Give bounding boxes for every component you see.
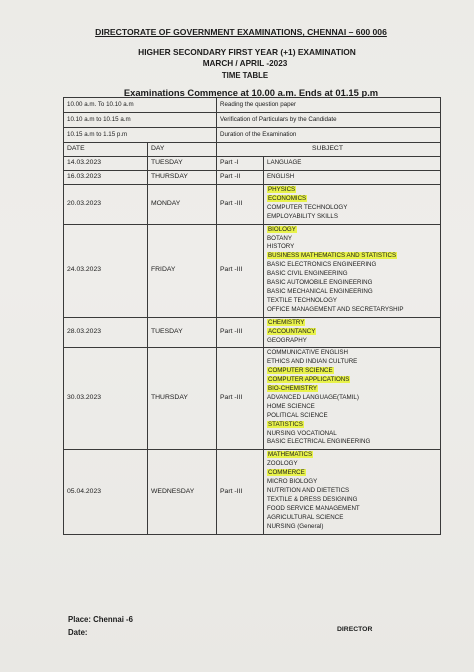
subject-line <box>267 430 437 439</box>
schedule-row <box>64 171 441 185</box>
exam-date: 28.03.2023 <box>64 317 148 348</box>
exam-date: 20.03.2023 <box>64 185 148 225</box>
subject-name: HISTORY <box>267 243 295 251</box>
subject-line <box>267 349 437 358</box>
exam-day: FRIDAY <box>148 224 217 317</box>
schedule-row <box>64 157 441 171</box>
timing-row <box>64 113 441 128</box>
exam-subjects <box>264 224 441 317</box>
column-header-row <box>64 143 441 157</box>
timing-time: 10.00 a.m. To 10.10 a.m <box>64 98 217 113</box>
exam-subjects <box>264 450 441 534</box>
column-header-day: DAY <box>148 143 217 157</box>
subject-line <box>267 186 437 195</box>
time-table-heading: TIME TABLE <box>221 71 269 80</box>
subject-line <box>267 478 437 487</box>
subject-line <box>267 226 437 235</box>
subject-name: CHEMISTRY <box>268 318 305 326</box>
subject-name: EMPLOYABILITY SKILLS <box>267 212 338 220</box>
exam-part: Part -I <box>217 157 264 171</box>
subject-line <box>267 514 437 523</box>
subject-line <box>267 195 437 204</box>
place-label: Place: Chennai -6 <box>68 615 133 624</box>
subject-line <box>267 204 437 213</box>
subject-line <box>267 376 437 385</box>
subject-line <box>267 279 437 288</box>
exam-subjects <box>264 317 441 348</box>
column-header-subject: SUBJECT <box>217 143 441 157</box>
subject-name: BASIC AUTOMOBILE ENGINEERING <box>267 279 373 287</box>
subject-line <box>267 319 437 328</box>
subject-name: FOOD SERVICE MANAGEMENT <box>267 504 360 512</box>
subject-line <box>267 367 437 376</box>
exam-subjects <box>264 171 441 185</box>
subject-name: ENGLISH <box>267 173 295 181</box>
timing-activity: Verification of Particulars by the Candidate <box>217 113 441 128</box>
exam-part: Part -III <box>217 450 264 534</box>
subject-name: GEOGRAPHY <box>267 336 307 344</box>
timing-row <box>64 128 441 143</box>
exam-part: Part -III <box>217 348 264 450</box>
subject-name: COMPUTER APPLICATIONS <box>268 376 350 384</box>
schedule-row <box>64 317 441 348</box>
subject-line <box>267 235 437 244</box>
exam-timing-note: Examinations Commence at 10.00 a.m. Ends at 01.15 p.m <box>123 87 379 98</box>
subject-line <box>267 505 437 514</box>
subject-name: HOME SCIENCE <box>267 402 315 410</box>
subject-line <box>267 328 437 337</box>
exam-day: WEDNESDAY <box>148 450 217 534</box>
subject-name: NURSING VOCATIONAL <box>267 429 337 437</box>
exam-subjects <box>264 348 441 450</box>
subject-line <box>267 438 437 447</box>
subject-line <box>267 261 437 270</box>
subject-name: COMMERCE <box>268 469 305 477</box>
exam-part: Part -III <box>217 224 264 317</box>
exam-subjects <box>264 185 441 225</box>
subject-name: BASIC MECHANICAL ENGINEERING <box>267 287 373 295</box>
subject-line <box>267 337 437 346</box>
exam-subjects <box>264 157 441 171</box>
date-label: Date: <box>68 628 88 637</box>
subject-name: BIO-CHEMISTRY <box>268 385 318 393</box>
subject-name: STATISTICS <box>268 420 303 428</box>
exam-part: Part -II <box>217 171 264 185</box>
exam-day: THURSDAY <box>148 348 217 450</box>
subject-name: BASIC CIVIL ENGINEERING <box>267 270 348 278</box>
column-header-date: DATE <box>64 143 148 157</box>
subject-name: ETHICS AND INDIAN CULTURE <box>267 358 358 366</box>
subject-name: COMMUNICATIVE ENGLISH <box>267 349 349 357</box>
subject-name: COMPUTER SCIENCE <box>268 367 333 375</box>
exam-day: TUESDAY <box>148 317 217 348</box>
subject-name: COMPUTER TECHNOLOGY <box>267 203 348 211</box>
subject-name: OFFICE MANAGEMENT AND SECRETARYSHIP <box>267 305 404 313</box>
subject-line <box>267 159 437 168</box>
subject-line <box>267 306 437 315</box>
exam-session: MARCH / APRIL -2023 <box>202 59 288 68</box>
subject-name: BASIC ELECTRICAL ENGINEERING <box>267 438 371 446</box>
exam-date: 24.03.2023 <box>64 224 148 317</box>
subject-line <box>267 496 437 505</box>
subject-line <box>267 421 437 430</box>
schedule-row <box>64 450 441 534</box>
subject-line <box>267 451 437 460</box>
directorate-title: DIRECTORATE OF GOVERNMENT EXAMINATIONS, CHENNAI – 600 006 <box>95 27 387 37</box>
signatory-label: DIRECTOR <box>337 626 373 633</box>
subject-line <box>267 358 437 367</box>
exam-day: TUESDAY <box>148 157 217 171</box>
timetable <box>63 97 441 535</box>
exam-date: 16.03.2023 <box>64 171 148 185</box>
timing-row <box>64 98 441 113</box>
subject-line <box>267 270 437 279</box>
exam-date: 30.03.2023 <box>64 348 148 450</box>
exam-title: HIGHER SECONDARY FIRST YEAR (+1) EXAMINATION <box>138 47 356 57</box>
subject-name: BOTANY <box>267 234 292 242</box>
timing-time: 10.15 a.m to 1.15 p.m <box>64 128 217 143</box>
subject-line <box>267 288 437 297</box>
timing-activity: Reading the question paper <box>217 98 441 113</box>
subject-line <box>267 252 437 261</box>
subject-line <box>267 523 437 532</box>
subject-line <box>267 173 437 182</box>
subject-line <box>267 412 437 421</box>
exam-day: MONDAY <box>148 185 217 225</box>
exam-date: 14.03.2023 <box>64 157 148 171</box>
subject-name: POLITICAL SCIENCE <box>267 411 328 419</box>
subject-name: BUSINESS MATHEMATICS AND STATISTICS <box>268 252 397 260</box>
subject-name: BIOLOGY <box>268 225 296 233</box>
subject-line <box>267 297 437 306</box>
exam-day: THURSDAY <box>148 171 217 185</box>
subject-name: NURSING (General) <box>267 522 324 530</box>
subject-line <box>267 487 437 496</box>
subject-name: AGRICULTURAL SCIENCE <box>267 513 344 521</box>
subject-name: TEXTILE TECHNOLOGY <box>267 296 338 304</box>
schedule-row <box>64 348 441 450</box>
subject-line <box>267 385 437 394</box>
timetable-body <box>64 98 441 535</box>
subject-line <box>267 403 437 412</box>
subject-line <box>267 213 437 222</box>
subject-name: LANGUAGE <box>267 159 302 167</box>
schedule-row <box>64 185 441 225</box>
subject-name: TEXTILE & DRESS DESIGNING <box>267 495 358 503</box>
subject-name: ECONOMICS <box>268 194 307 202</box>
subject-name: ACCOUNTANCY <box>268 327 316 335</box>
subject-name: PHYSICS <box>268 186 296 193</box>
subject-name: MATHEMATICS <box>268 451 313 459</box>
subject-line <box>267 469 437 478</box>
subject-name: ZOOLOGY <box>267 460 298 468</box>
subject-name: MICRO BIOLOGY <box>267 478 318 486</box>
exam-part: Part -III <box>217 185 264 225</box>
schedule-row <box>64 224 441 317</box>
exam-date: 05.04.2023 <box>64 450 148 534</box>
timing-time: 10.10 a.m to 10.15 a.m <box>64 113 217 128</box>
subject-line <box>267 243 437 252</box>
subject-name: ADVANCED LANGUAGE(TAMIL) <box>267 393 359 401</box>
subject-name: NUTRITION AND DIETETICS <box>267 487 350 494</box>
subject-line <box>267 460 437 469</box>
subject-line <box>267 394 437 403</box>
exam-part: Part -III <box>217 317 264 348</box>
subject-name: BASIC ELECTRONICS ENGINEERING <box>267 261 377 269</box>
timing-activity: Duration of the Examination <box>217 128 441 143</box>
